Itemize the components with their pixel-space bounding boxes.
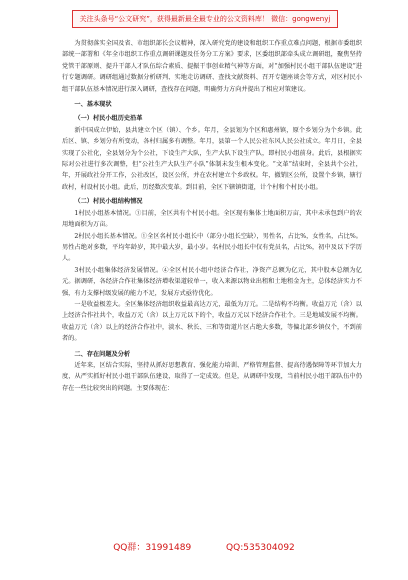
- paragraph: 新中国成立伊始，县共建立个区（镇）、个乡。年月，全县划为个区和惠州镇，原个乡划分为个乡镇。此后区、镇、乡划分有所变动，各村归属多有调整。年月，县第一个人民公社东风人民公社成立。年月日，全县实现了公社化，全县划分为个公社，下设生产大队，生产大队下设生产队，即村民小组前身。此后，县根据实际对公社进行多次调整，但“公社生产大队生产小队”体制未发生根本变化。“文革”结束时，全县共个公社，年，开展政社分开工作，公社改区，设区公所，并在农村建立个乡政权。年，撤销区公所，设置个乡镇，辖行政村，村设村民小组。此后，历经数次变革。到目前，全区下辖镇街道，计个村和个村民小组。: [62, 126, 362, 191]
- paragraph: 一是收益极差大。全区集体经济组织收益最高达万元，最低为万元。二是结构不均衡。收益万元（含）以上经济合作社共个，收益万元（含）以上万元以下的个，收益万元以下经济合作社个。三是地域发展不均衡。收益万元（含）以上的经济合作社中，淡水、秋长、三和等街道片区占绝大多数，等偏北部乡镇仅个，不到前者的。: [62, 300, 362, 343]
- section-heading: 二、存在问题及分析: [74, 350, 131, 358]
- paragraph: 近年来，区结合实际，坚持从抓好思想教育、强化能力培训、严格管理监督、提高待遇保障等环节加大力度，从严实抓好村民小组干部队伍建设，取得了一定成效。但是，从调研中发现，当前村民小组干部队伍中仍存在一些比较突出的问题。主要体现在：: [62, 361, 362, 392]
- document-body: [62, 38, 362, 394]
- footer-qq: QQ:535304092: [226, 543, 295, 553]
- section-heading: 一、基本现状: [74, 101, 112, 109]
- subsection-heading: （一）村民小组历史沿革: [74, 115, 143, 123]
- paragraph: 3村民小组集体经济发展情况。④全区村民小组中经济合作社，净资产总额为亿元，其中股本总额为亿元。据调研，各经济合作社集体经济增收渠道较单一，收入来源以物业出租和土地租金为主，总体经济实力不强，有力支撑村级发展的能力不足，发展方式亟待优化。: [62, 266, 362, 297]
- paragraph: 2村民小组长基本情况。①全区名村民小组长中（部分小组长空缺），男性名，占比%，女性名，占比%。男性占绝对多数，平均年龄岁，其中最大岁，最小岁。名村民小组长中仅有党员名，占比%，初中及以下学历人。: [62, 232, 362, 263]
- paragraph: 1村民小组基本情况。①目前，全区共有个村民小组。全区现有集体土地面积万亩，其中未承包到户的农用地面积为万亩。: [62, 209, 362, 229]
- header-banner: 关注头条号“公文研究”，获得最新最全最专业的公文资料库！ 微信：gongwenyj: [72, 10, 338, 28]
- footer-qq-group: QQ群：31991489: [113, 543, 192, 553]
- paragraph: 为贯彻落实全国及省、市组织部长会议精神，深入研究党的建设和组织工作重点难点问题，根据市委组织部统一部署和《年全市组织工作重点调研课题及任务分工方案》要求，区委组织部牵头成立调研组，聚焦坚持党管干部原则、提升干部人才队伍综合素质、提振干事创业精气神等方面，对“加强村民小组干部队伍建设”进行专题调研。调研组通过数据分析研判、实地走访调研、查找文献资料、召开专题座谈会等方式，对区村民小组干部队伍基本情况进行深入调研，查找存在问题，明确努力方向并提出了相应对策建议。: [62, 40, 362, 93]
- footer: [0, 540, 408, 553]
- subsection-heading: （二）村民小组结构情况: [74, 198, 143, 206]
